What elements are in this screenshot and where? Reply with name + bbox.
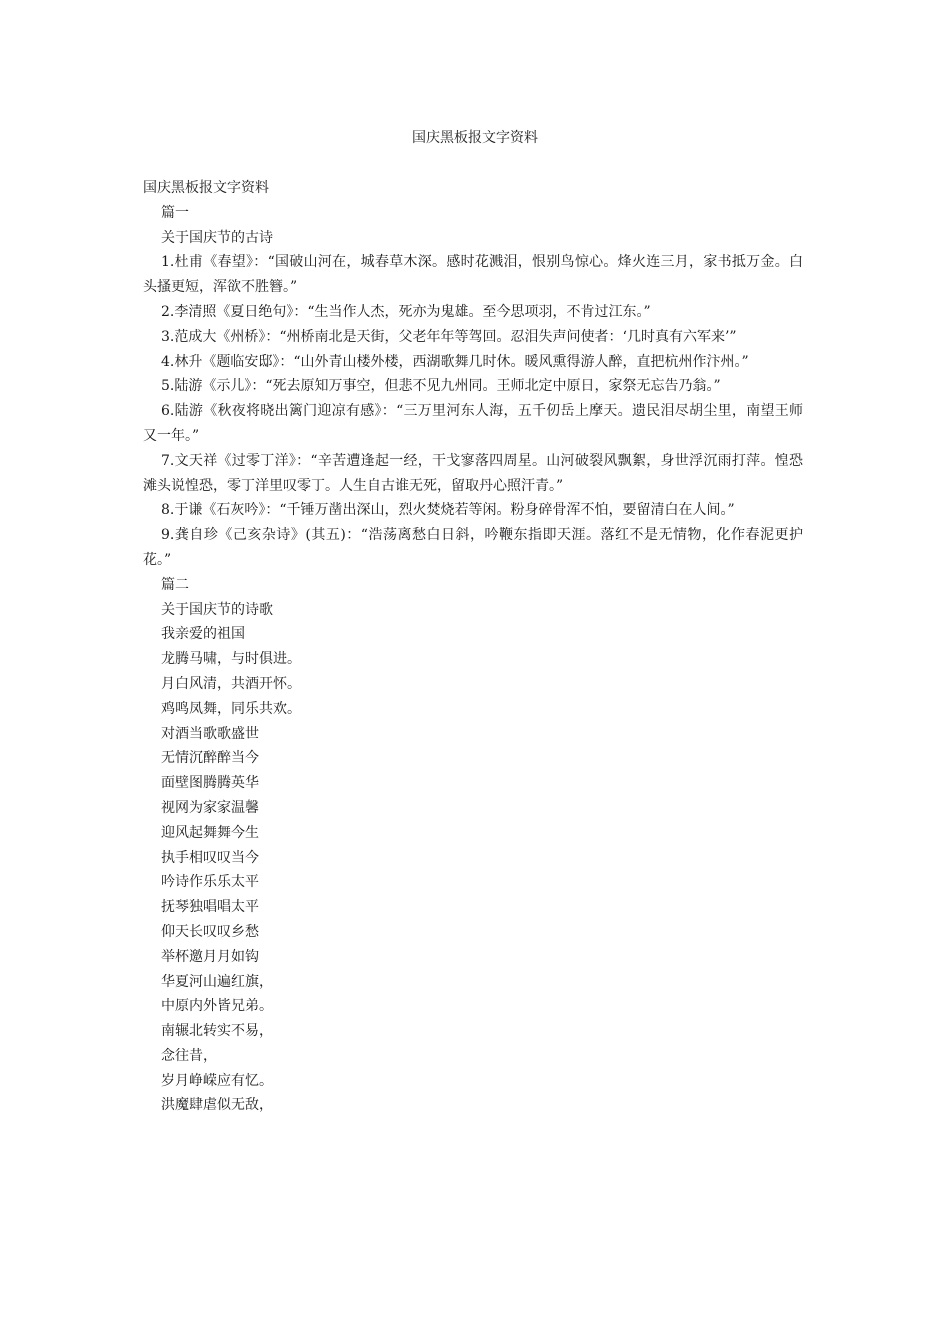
poem-line: 无情沉醉醉当今	[161, 750, 259, 767]
poem-line: 华夏河山遍红旗，	[161, 973, 273, 990]
poem-line: 迎风起舞舞今生	[161, 824, 259, 841]
document-title: 国庆黑板报文字资料	[412, 130, 538, 146]
poem-line: 举杯邀月月如钩	[161, 948, 259, 965]
poem-line: 抚琴独唱唱太平	[161, 899, 259, 916]
poem-entry: 3.范成大《州桥》：“州桥南北是天街，父老年年等驾回。忍泪失声问使者：‘几时真有六军来’”	[161, 328, 737, 345]
poem-line: 仰天长叹叹乡愁	[161, 923, 259, 940]
poem-entry: 8.于谦《石灰吟》：“千锤万凿出深山，烈火焚烧若等闲。粉身碎骨浑不怕，要留清白在人间。”	[161, 502, 735, 519]
section-label: 篇一	[161, 204, 189, 221]
poem-line: 执手相叹叹当今	[161, 849, 259, 866]
poem-entry: 1.杜甫《春望》：“国破山河在，城春草木深。感时花溅泪，恨别鸟惊心。烽火连三月，家书抵万金。白头搔更短，浑欲不胜簪。”	[143, 254, 803, 296]
poem-line: 吟诗作乐乐太平	[161, 874, 259, 891]
poem-entry: 9.龚自珍《己亥杂诗》(其五)：“浩荡离愁白日斜，吟鞭东指即天涯。落红不是无情物，化作春泥更护花。”	[143, 527, 803, 568]
document-heading: 国庆黑板报文字资料	[143, 180, 269, 196]
poem-line: 念往昔，	[161, 1047, 217, 1064]
section-subtitle: 关于国庆节的诗歌	[161, 601, 273, 618]
poem-line: 洪魔肆虐似无敌，	[161, 1097, 273, 1114]
poem-line: 月白风清，共酒开怀。	[161, 675, 301, 692]
poem-entry: 7.文天祥《过零丁洋》：“辛苦遭逢起一经，干戈寥落四周星。山河破裂风飘絮，身世浮沉雨打萍。惶恐滩头说惶恐，零丁洋里叹零丁。人生自古谁无死，留取丹心照汗青。”	[143, 452, 803, 494]
poem-line: 对酒当歌歌盛世	[161, 725, 259, 742]
poem-line: 龙腾马啸，与时俱进。	[161, 651, 301, 668]
poem-entry: 5.陆游《示儿》：“死去原知万事空，但悲不见九州同。王师北定中原日，家祭无忘告乃翁。”	[161, 378, 721, 395]
poem-line: 面壁图腾腾英华	[161, 775, 259, 792]
poem-line: 南辗北转实不易，	[161, 1023, 273, 1040]
poem-entry: 6.陆游《秋夜将晓出篱门迎凉有感》：“三万里河东人海，五千仞岳上摩天。遗民泪尽胡尘里，南望王师又一年。”	[143, 403, 803, 444]
poem-line: 视网为家家温馨	[161, 799, 259, 816]
section-label: 篇二	[161, 576, 189, 593]
poem-line: 我亲爱的祖国	[161, 626, 245, 643]
poem-line: 中原内外皆兄弟。	[161, 998, 273, 1015]
document-body	[143, 176, 803, 1118]
section-subtitle: 关于国庆节的古诗	[161, 229, 273, 246]
poem-entry: 4.林升《题临安邸》：“山外青山楼外楼，西湖歌舞几时休。暖风熏得游人醉，直把杭州作汴州。”	[161, 353, 749, 370]
poem-line: 岁月峥嵘应有忆。	[161, 1072, 273, 1089]
poem-entry: 2.李清照《夏日绝句》：“生当作人杰，死亦为鬼雄。至今思项羽，不肯过江东。”	[161, 303, 651, 320]
poem-line: 鸡鸣凤舞，同乐共欢。	[161, 700, 301, 717]
